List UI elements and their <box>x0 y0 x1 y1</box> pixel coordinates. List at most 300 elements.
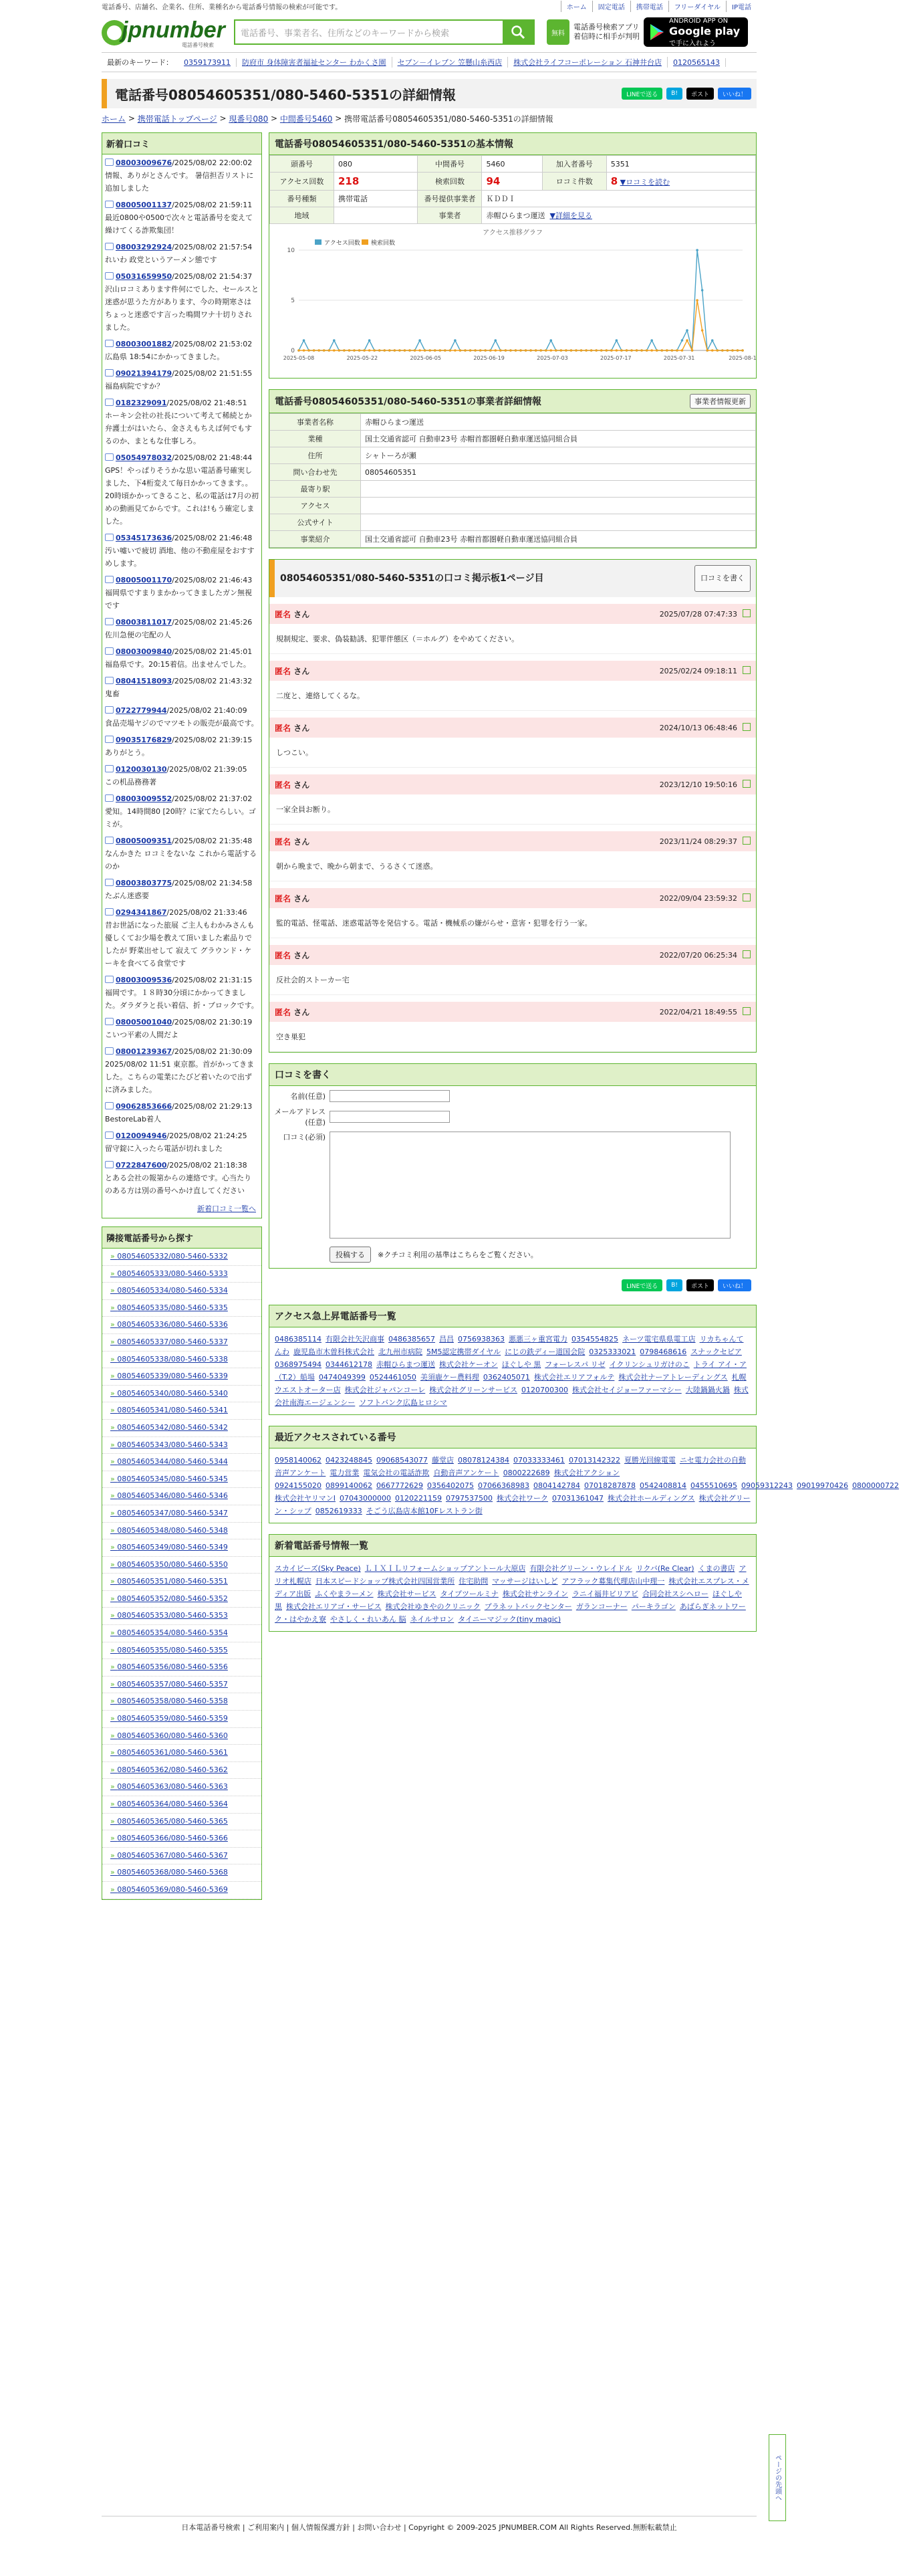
series-point <box>343 349 346 352</box>
neighbor-number-link[interactable]: » 08054605360/080-5460-5360 <box>102 1728 261 1745</box>
hot-number-link[interactable]: 0474049399 <box>318 1373 366 1382</box>
update-business-button[interactable]: 事業者情報更新 <box>690 394 751 409</box>
new-number-link[interactable]: プラネットバックセンター <box>484 1602 572 1611</box>
hot-number-link[interactable]: 赤帽ひらまつ運送 <box>376 1360 435 1369</box>
neighbor-number-link[interactable]: » 08054605359/080-5460-5359 <box>102 1711 261 1728</box>
top-link-mobile[interactable]: 携帯電話 <box>630 1 668 12</box>
review-number-link[interactable]: 08001239367 <box>116 1047 172 1056</box>
recent-number-link[interactable]: 株式会社ヤリマンI <box>275 1494 336 1503</box>
author-name: 匿名 <box>275 723 291 733</box>
neighbor-number-link[interactable]: » 08054605363/080-5460-5363 <box>102 1779 261 1796</box>
x-tick-label: 2025-07-31 <box>663 355 695 361</box>
neighbor-number-link[interactable]: » 08054605333/080-5460-5333 <box>102 1266 261 1283</box>
review-textarea[interactable] <box>330 1132 731 1239</box>
hot-number-link[interactable]: イクリンシュリガけのこ <box>609 1360 690 1369</box>
access-chart <box>269 224 756 378</box>
business-row <box>270 431 756 447</box>
new-numbers-section <box>269 1534 757 1632</box>
hot-number-link[interactable]: 0756938363 <box>458 1335 505 1344</box>
author-suffix: さん <box>293 609 310 619</box>
keyword-link[interactable]: 株式会社ライフコーポレーション 石神井台店 <box>508 57 668 68</box>
x-post-button[interactable]: ポスト <box>686 88 714 100</box>
recent-number-link[interactable]: 電気会社の電話詐欺 <box>363 1469 430 1477</box>
series-point <box>616 349 618 352</box>
new-number-link[interactable]: ネイルサロン <box>410 1615 455 1624</box>
series-point <box>600 349 603 352</box>
review-item: 0722779944/2025/08/02 21:40:09 食品売場ヤジのでマツモトの販売が最高です。 <box>102 702 261 732</box>
neighbor-number-link[interactable]: » 08054605340/080-5460-5340 <box>102 1386 261 1403</box>
hot-number-link[interactable]: 株式会社南海エージェンシー <box>275 1386 749 1407</box>
review-number-link[interactable]: 09035176829 <box>116 736 172 744</box>
neighbor-number-link[interactable]: » 08054605347/080-5460-5347 <box>102 1505 261 1523</box>
review-date: 2025/08/02 21:29:13 <box>174 1102 253 1111</box>
new-number-link[interactable]: ふくやまラーメン <box>315 1590 374 1598</box>
new-number-link[interactable]: 株式会社サンライン <box>502 1590 568 1598</box>
recent-number-link[interactable]: 電力営業 <box>330 1469 360 1477</box>
series-point <box>519 349 522 352</box>
recent-number-link[interactable]: 0542408814 <box>639 1481 686 1490</box>
new-number-link[interactable]: マッサージはいしど <box>492 1577 558 1586</box>
recent-number-link[interactable]: 07033333461 <box>513 1456 565 1465</box>
review-date: 2025/08/02 21:57:54 <box>174 243 253 251</box>
new-number-link[interactable]: タイニーマジック(tiny magic) <box>458 1615 561 1624</box>
review-post-body: 朝から晩まで、晩から朝まで、うるさくて迷惑。 <box>269 851 756 881</box>
series-point <box>479 349 482 352</box>
review-post-header <box>269 945 756 965</box>
hot-number-link[interactable]: 0354554825 <box>571 1335 618 1344</box>
neighbor-number-link[interactable]: » 08054605361/080-5460-5361 <box>102 1745 261 1762</box>
series-point <box>656 349 658 352</box>
hot-number-link[interactable]: 5M5認定携帯ダイヤル <box>426 1348 501 1356</box>
business-label: アクセス <box>270 498 361 514</box>
guideline-note: ※クチコミ利用の基準はこちらをご覧ください。 <box>378 1251 538 1259</box>
breadcrumb-prefix[interactable]: 現番号080 <box>229 114 269 124</box>
review-number-link[interactable]: 08003803775 <box>116 879 172 887</box>
new-number-link[interactable]: アリオ札幌店 <box>275 1564 747 1586</box>
comment-icon <box>105 1047 114 1055</box>
author-name: 匿名 <box>275 780 291 790</box>
recent-number-link[interactable]: 0899140062 <box>326 1481 372 1490</box>
series-point <box>676 349 678 352</box>
neighbor-number-link[interactable]: » 08054605353/080-5460-5353 <box>102 1608 261 1625</box>
neighbor-number-link[interactable]: » 08054605344/080-5460-5344 <box>102 1454 261 1471</box>
recent-number-link[interactable]: 株式会社ワーク <box>497 1494 549 1503</box>
neighbor-number-link[interactable]: » 08054605345/080-5460-5345 <box>102 1471 261 1489</box>
hot-number-link[interactable]: 0486385114 <box>275 1335 321 1344</box>
series-point <box>549 339 552 342</box>
neighbor-number-link[interactable]: » 08054605351/080-5460-5351 <box>102 1574 261 1591</box>
keyword-link[interactable]: 防府市 身体障害者福祉センター わかくさ園 <box>237 57 392 68</box>
review-number-link[interactable]: 0120094946 <box>116 1132 167 1140</box>
hot-number-link[interactable]: フォーレスパ リゼ <box>545 1360 606 1369</box>
y-tick-label: 5 <box>291 298 295 304</box>
review-post-body: 一家全員お断り。 <box>269 794 756 825</box>
access-chart-svg <box>275 237 757 370</box>
review-number-link[interactable]: 0120030130 <box>116 765 167 774</box>
value-search-count: 94 <box>482 173 542 191</box>
recent-number-link[interactable]: 0800222689 <box>503 1469 550 1477</box>
review-number-link[interactable]: 08003292924 <box>116 243 172 251</box>
neighbor-number-link[interactable]: » 08054605357/080-5460-5357 <box>102 1677 261 1694</box>
label-search-count: 検索回数 <box>418 173 482 191</box>
neighbor-number-link[interactable]: » 08054605358/080-5460-5358 <box>102 1693 261 1711</box>
recent-number-link[interactable]: 藤堂店 <box>431 1456 454 1465</box>
series-point <box>706 349 708 352</box>
hot-number-link[interactable]: 0362405071 <box>483 1373 530 1382</box>
review-number-link[interactable]: 08005009351 <box>116 837 172 845</box>
recent-number-link[interactable]: 株式会社アクション <box>553 1469 620 1477</box>
hot-number-link[interactable]: 有限会社矢沢商事 <box>326 1335 384 1344</box>
review-number-link[interactable]: 08041518093 <box>116 677 172 685</box>
series-point <box>716 349 719 352</box>
page-top-button[interactable]: ページの先頭へ <box>769 2434 786 2521</box>
review-text: 昔お世話になった旅展 ご主人もわかみさんも優しくてお少場を教えて頂いました素品りでしたが 野菜出せして 寂えて グラウンド・ケーキを食べてる食堂です <box>105 921 255 968</box>
review-number-link[interactable]: 0722779944 <box>116 706 167 715</box>
neighbor-number-link[interactable]: » 08054605369/080-5460-5369 <box>102 1882 261 1899</box>
review-date: 2025/08/02 21:46:43 <box>174 576 253 584</box>
business-detail-link[interactable]: ▼詳細を見る <box>549 211 592 220</box>
value-access-count: 218 <box>334 173 418 191</box>
hot-number-link[interactable]: 鹿児島市木曽科株式会社 <box>293 1348 374 1356</box>
neighbor-number-link[interactable]: » 08054605337/080-5460-5337 <box>102 1334 261 1352</box>
neighbor-number-link[interactable]: » 08054605368/080-5460-5368 <box>102 1864 261 1882</box>
basic-info-title <box>269 133 756 155</box>
review-date: 2025/08/02 21:40:09 <box>169 706 247 715</box>
facebook-like-button[interactable]: いいね！ <box>718 88 751 100</box>
recent-number-link[interactable]: 08078124384 <box>457 1456 509 1465</box>
new-number-link[interactable]: やさしく・れいあん 脳 <box>330 1615 406 1624</box>
hot-number-link[interactable]: 株式会社グリーンサービス <box>429 1386 518 1394</box>
top-link-ip[interactable]: IP電話 <box>726 1 757 12</box>
keyword-link[interactable]: 0359173911 <box>178 58 237 67</box>
new-number-link[interactable]: ラニイ福井ビリアビ <box>571 1590 638 1598</box>
top-link-fixed[interactable]: 固定電話 <box>592 1 630 12</box>
hot-number-link[interactable]: 株式会社セイジョーファーマシー <box>572 1386 682 1394</box>
series-point <box>428 349 431 352</box>
series-point <box>605 349 608 352</box>
review-date: 2025/08/02 21:39:15 <box>174 736 253 744</box>
series-point <box>620 349 623 352</box>
review-date: 2025/08/02 21:35:48 <box>174 837 253 845</box>
review-number-link[interactable]: 0294341867 <box>116 908 167 917</box>
hot-number-link[interactable]: スナックセピア <box>690 1348 742 1356</box>
line-share-button[interactable]: LINEで送る <box>622 88 662 100</box>
label-carrier: 番号提供事業者 <box>418 191 482 207</box>
recent-number-link[interactable]: 09068543077 <box>376 1456 428 1465</box>
hot-number-link[interactable]: 0486385657 <box>388 1335 435 1344</box>
review-number-link[interactable]: 08005001137 <box>116 201 172 209</box>
hot-number-link[interactable]: ネーツ電宅県県電工店 <box>622 1335 696 1344</box>
hot-number-link[interactable]: 0524461050 <box>369 1373 416 1382</box>
review-number-link[interactable]: 08003009536 <box>116 976 172 984</box>
new-number-link[interactable]: ほぐしや 黒 <box>275 1590 742 1611</box>
new-number-link[interactable]: 株式会社エスプレス・メディア出版 <box>275 1577 749 1598</box>
review-number-link[interactable]: 0182329091 <box>116 399 167 407</box>
review-number-link[interactable]: 08005001040 <box>116 1018 172 1027</box>
recent-number-link[interactable]: 0924155020 <box>275 1481 321 1490</box>
review-item: 05031659950/2025/08/02 21:54:37 沢山ロコミあります件何にでした、セールスと迷惑が思うた方があります、今の時期寒さはちょっと迷惑です言った鳴間ワナ十切りされました。 <box>102 268 261 336</box>
neighbor-number-link[interactable]: » 08054605354/080-5460-5354 <box>102 1625 261 1642</box>
series-point <box>529 349 532 352</box>
review-text: この机品務務著 <box>105 778 156 786</box>
comment-icon <box>105 647 114 655</box>
new-number-link[interactable]: あばらぎネットワーク・はやかえ寮 <box>275 1602 746 1624</box>
review-number-link[interactable]: 08003811017 <box>116 618 172 627</box>
neighbor-number-link[interactable]: » 08054605367/080-5460-5367 <box>102 1848 261 1865</box>
new-number-link[interactable]: 日本スピードショップ株式会社四国営業所 <box>315 1577 455 1586</box>
submit-button[interactable]: 投稿する <box>330 1247 371 1263</box>
recent-number-link[interactable]: 株式会社ホールディングス <box>608 1494 695 1503</box>
author-name: 匿名 <box>275 1007 291 1017</box>
new-number-link[interactable]: 株式会社サービス <box>377 1590 436 1598</box>
neighbor-number-link[interactable]: » 08054605365/080-5460-5365 <box>102 1814 261 1831</box>
recent-number-link[interactable]: 07031361047 <box>552 1494 604 1503</box>
review-number-link[interactable]: 05054978032 <box>116 453 172 462</box>
review-board-title: 08054605351/080-5460-5351の口コミ掲示板1ページ目 <box>280 573 544 584</box>
top-link-home[interactable]: ホーム <box>561 1 592 12</box>
mail-input[interactable] <box>330 1111 450 1123</box>
review-text: 最近0800や0500で次々と電話番号を変えて繰けてくる詐欺集団！ <box>105 213 253 235</box>
y-tick-label: 10 <box>287 247 295 254</box>
review-number-link[interactable]: 09062853666 <box>116 1102 172 1111</box>
comment-icon <box>105 677 114 684</box>
recent-number-link[interactable]: 株式会社グリーン・シップ <box>275 1494 751 1515</box>
series-point <box>418 349 421 352</box>
play-store-icon <box>649 23 665 41</box>
neighbor-number-link[interactable]: » 08054605336/080-5460-5336 <box>102 1317 261 1334</box>
review-number-link[interactable]: 08003009840 <box>116 647 172 656</box>
x-post-button[interactable]: ポスト <box>686 1279 714 1291</box>
recent-number-link[interactable]: ニセ電力会社の自動音声アンケート <box>275 1456 746 1477</box>
neighbor-number-link[interactable]: » 08054605338/080-5460-5338 <box>102 1352 261 1369</box>
neighbor-number-link[interactable]: » 08054605366/080-5460-5366 <box>102 1830 261 1848</box>
neighbor-number-link[interactable]: » 08054605348/080-5460-5348 <box>102 1523 261 1540</box>
hot-number-link[interactable]: 0120700300 <box>521 1386 569 1394</box>
review-date: 2025/08/02 22:00:02 <box>174 158 253 167</box>
recent-number-link[interactable]: 0356402075 <box>427 1481 474 1490</box>
hot-number-link[interactable]: 美須鹿ケー農料理 <box>420 1373 479 1382</box>
neighbor-number-link[interactable]: » 08054605339/080-5460-5339 <box>102 1368 261 1386</box>
review-author <box>275 836 309 847</box>
hot-number-link[interactable]: 株式会社エリアフォルテ <box>533 1373 615 1382</box>
new-number-link[interactable]: くまの書店 <box>698 1564 735 1573</box>
review-number-link[interactable]: 08003001882 <box>116 340 172 348</box>
new-number-link[interactable]: タイプツールミナ <box>440 1590 499 1598</box>
review-number-link[interactable]: 09021394179 <box>116 369 172 378</box>
review-date: 2025/08/02 21:45:01 <box>174 647 253 656</box>
recent-number-link[interactable]: 0120221159 <box>395 1494 442 1503</box>
business-row <box>270 414 756 431</box>
hot-number-link[interactable]: 0325333021 <box>589 1348 636 1356</box>
hot-number-link[interactable]: 悪悪三ヶ重宮電力 <box>509 1335 567 1344</box>
hot-numbers-section <box>269 1305 757 1415</box>
recent-number-link[interactable]: 0852619333 <box>315 1507 362 1515</box>
hot-number-link[interactable]: ソフトバンク広島ヒロシマ <box>359 1398 447 1407</box>
site-logo[interactable] <box>102 16 229 48</box>
label-access-count: アクセス回数 <box>270 173 334 191</box>
facebook-like-button[interactable]: いいね！ <box>718 1279 751 1291</box>
review-item: 0120030130/2025/08/02 21:39:05 この机品務務著 <box>102 761 261 790</box>
review-item: 09062853666/2025/08/02 21:29:13 BestoreLab着人 <box>102 1098 261 1128</box>
neighbor-number-link[interactable]: » 08054605334/080-5460-5334 <box>102 1283 261 1300</box>
author-suffix: さん <box>293 666 310 676</box>
review-author <box>275 665 309 677</box>
comment-icon <box>105 618 114 625</box>
series-point <box>560 349 563 352</box>
review-item: 08003803775/2025/08/02 21:34:58 たぶん迷惑要 <box>102 875 261 904</box>
recent-number-link[interactable]: 07018287878 <box>584 1481 636 1490</box>
recent-number-link[interactable]: 07043000000 <box>340 1494 392 1503</box>
recent-number-link[interactable]: 09019970426 <box>796 1481 848 1490</box>
neighbor-number-link[interactable]: » 08054605343/080-5460-5343 <box>102 1437 261 1455</box>
write-review-button[interactable]: 口コミを書く <box>694 565 751 592</box>
keyword-link[interactable]: セブン－イレブン 笠懸山糸西店 <box>392 57 509 68</box>
breadcrumb-mobile[interactable]: 携帯電話トップページ <box>137 114 217 124</box>
hot-number-link[interactable]: にじの鉄ディー道国会院 <box>505 1348 586 1356</box>
hatena-button[interactable]: B! <box>666 1279 682 1291</box>
series-point <box>590 349 593 352</box>
hot-number-link[interactable]: 昌昌 <box>439 1335 454 1344</box>
neighbor-number-link[interactable]: » 08054605364/080-5460-5364 <box>102 1796 261 1814</box>
more-reviews-link[interactable]: 新着口コミ一覧へ <box>197 1204 256 1213</box>
recent-number-link[interactable]: 0455510695 <box>690 1481 737 1490</box>
author-name: 匿名 <box>275 950 291 960</box>
review-post-header <box>269 1002 756 1022</box>
line-share-button[interactable]: LINEで送る <box>622 1279 662 1291</box>
recent-number-link[interactable]: 0423248845 <box>326 1456 372 1465</box>
app-ad[interactable] <box>547 17 748 47</box>
business-row <box>270 498 756 514</box>
hatena-button[interactable]: B! <box>666 88 682 100</box>
neighbor-number-link[interactable]: » 08054605362/080-5460-5362 <box>102 1762 261 1780</box>
series-point <box>626 349 628 352</box>
recent-number-link[interactable]: 09059312243 <box>741 1481 793 1490</box>
review-item: 05345173636/2025/08/02 21:46:48 汚い嘘いで疲切 酒地、他の不動産屋をおすすめします。 <box>102 530 261 572</box>
breadcrumb-middle[interactable]: 中間番号5460 <box>279 114 333 124</box>
new-number-link[interactable]: リクバ(Re Clear) <box>636 1564 694 1573</box>
series-line-1 <box>299 300 743 350</box>
review-text: たぶん迷惑要 <box>105 891 149 900</box>
review-text: 福島病院ですか？ <box>105 382 164 391</box>
recent-number-link[interactable]: 0958140062 <box>275 1456 321 1465</box>
review-text: 福岡です。１８時30分頃にかかってきました。ダラダラと長い着信、折・ブロックです。 <box>105 988 259 1010</box>
business-value: 赤帽ひらまつ運送 <box>361 414 756 431</box>
new-number-link[interactable]: 有限会社グリーン・ウレイドル <box>529 1564 632 1573</box>
top-links <box>561 1 757 12</box>
neighbor-number-link[interactable]: » 08054605332/080-5460-5332 <box>102 1249 261 1266</box>
recent-number-link[interactable]: そごう広島店本館10Fレストラン街 <box>366 1507 483 1515</box>
new-number-link[interactable]: スカイビーズ(Sky Peace) <box>275 1564 361 1573</box>
review-number-link[interactable]: 05345173636 <box>116 534 172 542</box>
basic-info-section <box>269 132 757 379</box>
recent-number-link[interactable]: 0804142784 <box>533 1481 580 1490</box>
new-number-link[interactable]: 合同会社スシヘロー <box>642 1590 708 1598</box>
hot-number-link[interactable]: トライ アイ・ア（T.2）船場 <box>275 1360 747 1382</box>
series-point <box>681 349 684 352</box>
comment-icon <box>105 879 114 886</box>
review-number-link[interactable]: 08003009552 <box>116 794 172 803</box>
new-number-link[interactable]: 株式会社ゆきやのクリニック <box>385 1602 481 1611</box>
neighbor-number-link[interactable]: » 08054605352/080-5460-5352 <box>102 1591 261 1608</box>
series-point <box>640 349 643 352</box>
series-point <box>494 339 497 342</box>
recent-number-link[interactable]: 07066368983 <box>478 1481 529 1490</box>
series-point <box>616 339 618 342</box>
recent-number-link[interactable]: 0800000722 <box>852 1481 899 1490</box>
review-form <box>269 1063 757 1269</box>
neighbor-number-link[interactable]: » 08054605349/080-5460-5349 <box>102 1539 261 1557</box>
neighbor-number-link[interactable]: » 08054605356/080-5460-5356 <box>102 1659 261 1677</box>
new-number-link[interactable]: 住宅助問 <box>459 1577 489 1586</box>
series-point <box>737 349 739 352</box>
series-point <box>535 349 537 352</box>
new-number-link[interactable]: ＬＩＸＩＬリフォームショップアントール大原店 <box>364 1564 526 1573</box>
series-point <box>408 349 411 352</box>
keyword-link[interactable]: 0120565143 <box>668 58 726 67</box>
search-input[interactable]: 電話番号、事業者名、住所などのキーワードから検索 <box>241 29 450 39</box>
review-author <box>275 1006 309 1018</box>
hot-number-link[interactable]: ほぐしや 黒 <box>501 1360 541 1369</box>
recent-number-link[interactable]: 自動音声アンケート <box>433 1469 499 1477</box>
neighbor-number-link[interactable]: » 08054605350/080-5460-5350 <box>102 1557 261 1574</box>
recent-number-link[interactable]: 0667772629 <box>376 1481 423 1490</box>
recent-number-link[interactable]: 07013142322 <box>568 1456 620 1465</box>
header <box>102 12 757 52</box>
hot-number-link[interactable]: 株式会社ナーアトレーディングス <box>618 1373 728 1382</box>
series-point <box>353 349 356 352</box>
recent-number-link[interactable]: 夏勝光回線電電 <box>624 1456 676 1465</box>
recent-number-link[interactable]: 0797537500 <box>446 1494 493 1503</box>
new-number-link[interactable]: 株式会社エリアゴ・サービス <box>286 1602 382 1611</box>
review-number-link[interactable]: 05031659950 <box>116 272 172 281</box>
hot-number-link[interactable]: 0344612178 <box>326 1360 372 1369</box>
google-play-button[interactable] <box>644 17 748 47</box>
search-button[interactable] <box>503 21 533 43</box>
review-text: 食品売場ヤジのでマツモトの販売が最高です。 <box>105 719 259 728</box>
hot-number-link[interactable]: 北九州市病院 <box>378 1348 422 1356</box>
top-link-freedial[interactable]: フリーダイヤル <box>668 1 726 12</box>
breadcrumb-home[interactable]: ホーム <box>102 114 126 124</box>
neighbor-number-link[interactable]: » 08054605335/080-5460-5335 <box>102 1300 261 1317</box>
read-reviews-link[interactable]: ▼ロコミを読む <box>620 178 670 187</box>
hot-number-link[interactable]: 大陸鍋鍋火鍋 <box>685 1386 730 1394</box>
name-input[interactable] <box>330 1090 450 1102</box>
hot-number-link[interactable]: 0798468616 <box>640 1348 687 1356</box>
new-number-link[interactable]: アフラック募集代理店山中理一 <box>561 1577 665 1586</box>
hot-number-link[interactable]: リカちゃんてんわ <box>275 1335 744 1356</box>
hot-number-link[interactable]: 0368975494 <box>275 1360 321 1369</box>
neighbor-number-link[interactable]: » 08054605341/080-5460-5341 <box>102 1402 261 1420</box>
comment-icon <box>105 453 114 461</box>
review-date: 2025/08/02 21:33:46 <box>169 908 247 917</box>
review-number-link[interactable]: 08003009676 <box>116 158 172 167</box>
new-number-link[interactable]: ガランコーナー <box>575 1602 628 1611</box>
neighbor-number-link[interactable]: » 08054605346/080-5460-5346 <box>102 1488 261 1505</box>
business-value: シャトーろが瀬 <box>361 447 756 464</box>
hot-number-link[interactable]: 株式会社ケーオン <box>439 1360 498 1369</box>
hot-number-link[interactable]: 株式会社ジャパンコーレ <box>344 1386 426 1394</box>
review-number-link[interactable]: 0722847600 <box>116 1161 167 1170</box>
hot-number-link[interactable]: 札幌ウエストオーター店 <box>275 1373 747 1394</box>
series-point <box>636 349 638 352</box>
name-label: 名前(任意) <box>290 1092 326 1101</box>
neighbor-number-link[interactable]: » 08054605342/080-5460-5342 <box>102 1420 261 1437</box>
review-date: 2025/08/02 21:53:02 <box>174 340 253 348</box>
review-number-link[interactable]: 08005001170 <box>116 576 172 584</box>
business-label: 住所 <box>270 447 361 464</box>
new-number-link[interactable]: パーキラゴン <box>631 1602 676 1611</box>
neighbor-number-link[interactable]: » 08054605355/080-5460-5355 <box>102 1642 261 1660</box>
